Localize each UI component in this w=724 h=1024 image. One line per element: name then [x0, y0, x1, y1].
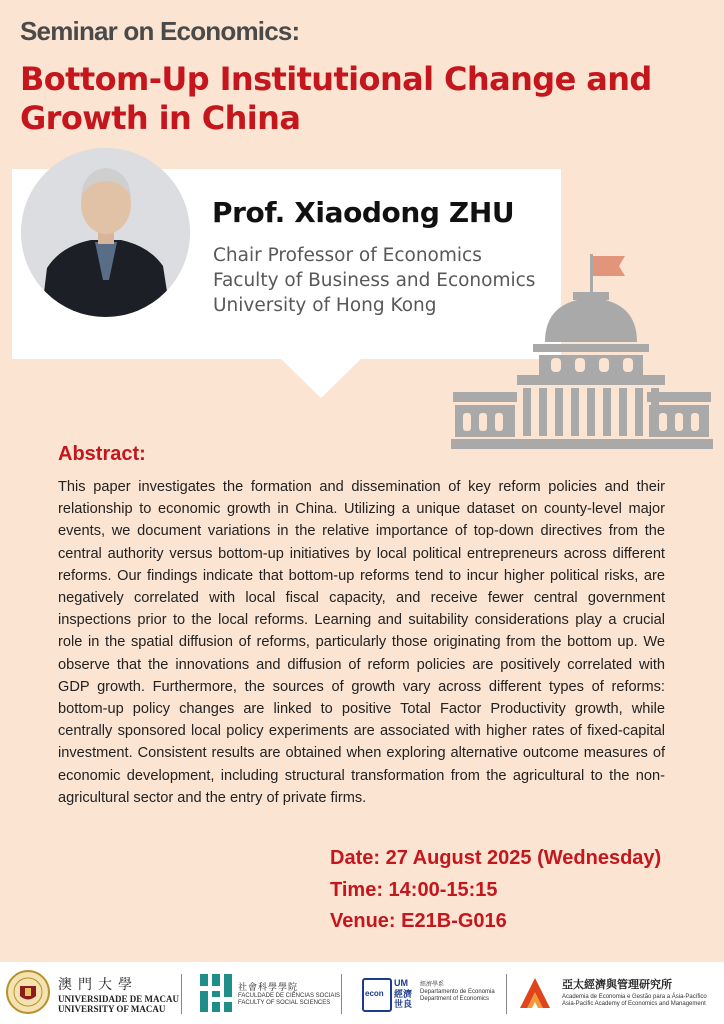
event-date: Date: 27 August 2025 (Wednesday) — [330, 847, 662, 869]
social-sciences-logo-icon — [200, 974, 232, 1012]
capitol-building-illustration — [451, 254, 713, 454]
speaker-photo — [21, 148, 190, 317]
econ-dept-portuguese: Departamento de Economia — [420, 989, 495, 995]
um-english-name: UNIVERSITY OF MACAU — [58, 1004, 166, 1014]
apaem-portuguese-name: Academia de Economia e Gestão para a Ásia-Pacífico — [562, 994, 707, 1000]
footer-divider — [506, 974, 507, 1014]
fss-english-name: FACULTY OF SOCIAL SCIENCES — [238, 1000, 331, 1006]
fss-portuguese-name: FACULDADE DE CIÊNCIAS SOCIAIS — [238, 993, 341, 999]
abstract-heading: Abstract: — [58, 443, 146, 465]
um-chinese-name: 澳門大學 — [58, 977, 138, 993]
event-venue: Venue: E21B-G016 — [330, 910, 507, 932]
speaker-title: Chair Professor of Economics — [213, 245, 482, 266]
fss-chinese-name: 社會科學學院 — [238, 983, 299, 993]
econ-um-label: UM — [394, 978, 408, 988]
abstract-body: This paper investigates the formation and dissemination of key reform policies and their relationship to economic growth in China. Utilizing a unique dataset on county-level major events, we document variations in the relative importance of top-down directives from the central authority versus bottom-up initiatives by local political entrepreneurs across different reforms. Our findings indicate that bottom-up reforms tend to incur higher political risks, are negatively correlated with local fiscal capacity, and receive fewer central government inspections prior to the local reforms. Learning and suitability considerations play a crucial role in the spatial diffusion of reforms, particularly those originating from the bottom up. We observe that the innovations and diffusion of reform policies are positively correlated with GDP growth. Furthermore, the sources of growth vary across different types of reforms: bottom-up policy changes are linked to positive Total Factor Productivity growth, while centrally sponsored local policy experiments are associated with higher rates of fixed-capital investment. Consistent results are obtained when exploring alternative outcome measures of economic development, including structural transformation from the agricultural to the non-agricultural sector and the entry of private firms. — [58, 479, 665, 806]
speaker-faculty: Faculty of Business and Economics — [213, 270, 536, 291]
speaker-university: University of Hong Kong — [213, 295, 437, 316]
event-time: Time: 14:00-15:15 — [330, 879, 498, 901]
series-label: Seminar on Economics: — [20, 16, 300, 46]
footer-divider — [181, 974, 182, 1014]
apaem-chinese-name: 亞太經濟與管理研究所 — [562, 978, 672, 991]
um-portuguese-name: UNIVERSIDADE DE MACAU — [58, 994, 180, 1004]
apaem-logo-icon — [518, 976, 552, 1010]
seminar-title: Bottom-Up Institutional Change and Growth in China — [20, 60, 652, 137]
econ-badge-label: econ — [365, 989, 384, 998]
footer-divider — [341, 974, 342, 1014]
speaker-name: Prof. Xiaodong ZHU — [212, 196, 515, 229]
econ-dept-english: Department of Economics — [420, 996, 490, 1002]
econ-chinese-motto: 經濟世良 — [394, 990, 413, 1010]
university-of-macau-seal-icon — [6, 970, 50, 1014]
apaem-english-name: Asia-Pacific Academy of Economics and Management — [562, 1001, 706, 1007]
econ-dept-chinese: 經濟學系 — [420, 982, 445, 988]
